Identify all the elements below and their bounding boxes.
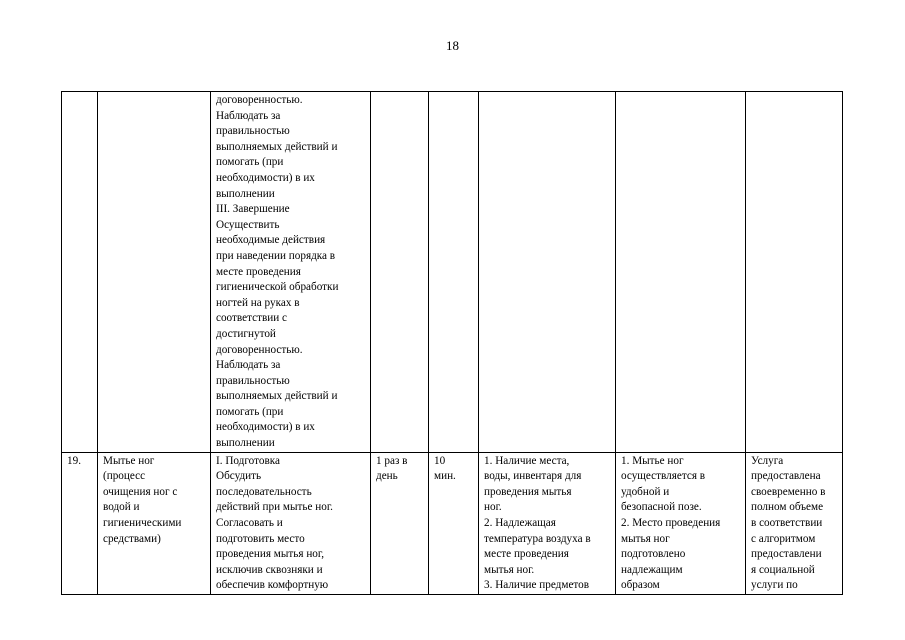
duration-cell xyxy=(429,452,479,594)
text-line: подготовлено xyxy=(621,548,686,561)
text-line: 10 xyxy=(434,454,446,467)
quality-cell xyxy=(616,452,746,594)
text-line: своевременно в xyxy=(751,485,826,498)
text-line: Наблюдать за xyxy=(216,109,281,122)
text-line: правильностью xyxy=(216,374,290,387)
number-cell xyxy=(62,452,98,594)
result-cell xyxy=(746,452,843,594)
text-line: 3. Наличие предметов xyxy=(484,579,590,592)
text-line: необходимости) в их xyxy=(216,421,315,434)
text-line: помогать (при xyxy=(216,156,284,169)
text-line: выполняемых действий и xyxy=(216,390,338,403)
text-line: гигиенической обработки xyxy=(216,281,339,294)
text-line: исключив сквозняки и xyxy=(216,563,323,576)
text-line: день xyxy=(376,470,398,483)
service-name xyxy=(103,454,207,548)
text-line: I. Подготовка xyxy=(216,454,280,467)
table-row-continuation xyxy=(62,92,843,453)
text-line: 1. Мытье ног xyxy=(621,454,684,467)
text-line: образом xyxy=(621,579,660,592)
text-line: 1. Наличие места, xyxy=(484,454,570,467)
text-line: соответствии с xyxy=(216,312,287,325)
text-line: правильностью xyxy=(216,125,290,138)
quality-cell xyxy=(616,92,746,453)
text-line: Услуга xyxy=(751,454,784,467)
text-line: температура воздуха в xyxy=(484,532,591,545)
text-line: выполнении xyxy=(216,437,275,450)
text-line: проведения мытья xyxy=(484,485,572,498)
text-line: мин. xyxy=(434,470,456,483)
text-line: удобной и xyxy=(621,485,670,498)
text-line: проведения мытья ног, xyxy=(216,548,325,561)
text-line: обеспечив комфортную xyxy=(216,579,329,592)
text-line: мытья ног xyxy=(621,532,670,545)
text-line: выполнении xyxy=(216,187,275,200)
text-line: в соответствии xyxy=(751,517,823,530)
duration-text xyxy=(434,454,475,485)
text-line: необходимости) в их xyxy=(216,171,315,184)
text-line: подготовить место xyxy=(216,532,305,545)
text-line: 2. Надлежащая xyxy=(484,517,556,530)
quality-text xyxy=(621,454,742,594)
text-line: полном объеме xyxy=(751,501,824,514)
procedure-text xyxy=(216,93,367,452)
text-line: помогать (при xyxy=(216,405,284,418)
conditions-cell xyxy=(479,92,616,453)
text-line: надлежащим xyxy=(621,563,683,576)
text-line: очищения ног с xyxy=(103,485,178,498)
text-line: с алгоритмом xyxy=(751,532,816,545)
text-line: III. Завершение xyxy=(216,203,290,216)
frequency-cell xyxy=(371,92,429,453)
result-cell xyxy=(746,92,843,453)
text-line: услуги по xyxy=(751,579,798,592)
text-line: мытья ног. xyxy=(484,563,535,576)
text-line: я социальной xyxy=(751,563,815,576)
service-number: 19. xyxy=(67,454,81,467)
text-line: воды, инвентаря для xyxy=(484,470,582,483)
text-line: средствами) xyxy=(103,532,161,545)
text-line: Наблюдать за xyxy=(216,359,281,372)
text-line: действий при мытье ног. xyxy=(216,501,333,514)
text-line: месте проведения xyxy=(216,265,301,278)
text-line: предоставлени xyxy=(751,548,822,561)
page-number: 18 xyxy=(446,38,459,53)
text-line: гигиеническими xyxy=(103,517,182,530)
text-line: (процесс xyxy=(103,470,146,483)
text-line: достигнутой xyxy=(216,327,276,340)
conditions-cell xyxy=(479,452,616,594)
text-line: водой и xyxy=(103,501,140,514)
procedure-text xyxy=(216,454,367,594)
text-line: при наведении порядка в xyxy=(216,249,336,262)
text-line: 2. Место проведения xyxy=(621,517,721,530)
service-name-cell xyxy=(98,92,211,453)
procedure-cell xyxy=(211,92,371,453)
duration-cell xyxy=(429,92,479,453)
result-text xyxy=(751,454,839,594)
text-line: месте проведения xyxy=(484,548,569,561)
text-line: Мытье ног xyxy=(103,454,155,467)
text-line: осуществляется в xyxy=(621,470,706,483)
conditions-text xyxy=(484,454,612,594)
services-table xyxy=(61,91,843,595)
text-line: последовательность xyxy=(216,485,312,498)
text-line: 1 раз в xyxy=(376,454,408,467)
text-line: необходимые действия xyxy=(216,234,326,247)
text-line: ног. xyxy=(484,501,502,514)
text-line: Согласовать и xyxy=(216,517,283,530)
service-name-cell xyxy=(98,452,211,594)
text-line: Осуществить xyxy=(216,218,280,231)
frequency-text xyxy=(376,454,425,485)
text-line: договоренностью. xyxy=(216,343,303,356)
text-line: предоставлена xyxy=(751,470,821,483)
text-line: ногтей на руках в xyxy=(216,296,300,309)
frequency-cell xyxy=(371,452,429,594)
text-line: договоренностью. xyxy=(216,94,303,106)
table-row-service-19 xyxy=(62,452,843,594)
procedure-cell xyxy=(211,452,371,594)
text-line: безопасной позе. xyxy=(621,501,702,514)
text-line: Обсудить xyxy=(216,470,262,483)
text-line: выполняемых действий и xyxy=(216,140,338,153)
number-cell xyxy=(62,92,98,453)
